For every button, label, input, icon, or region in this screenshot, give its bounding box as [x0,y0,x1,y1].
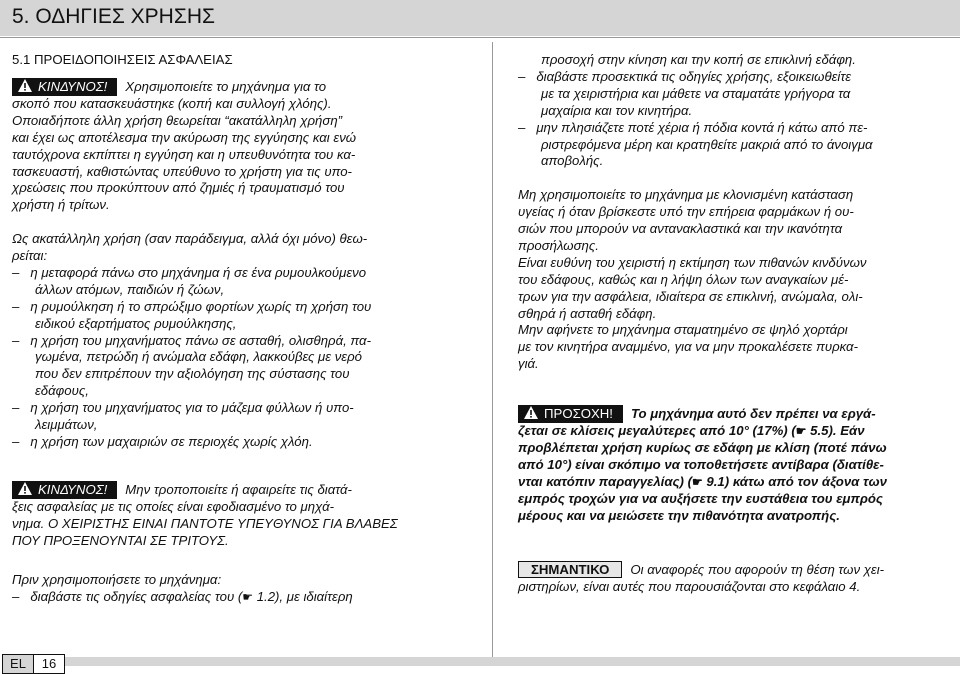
warning-badge [518,405,623,423]
text-line: αποβολής. [541,153,604,169]
text-line: ταυτόχρονα εκπίπτει η εγγύηση και η υπευθυνότητα του κα- [12,146,356,162]
text-line: ριστρεφόμενα μέρη και κρατηθείτε μακριά από το άνοιγμα [541,136,873,152]
page-number: 16 [34,655,64,673]
warning-triangle-icon [18,79,32,92]
warning-block: ΠΡΟΣΟΧΗ! Το μηχάνημα αυτό δεν πρέπει να εργά- ζεται σε κλίσεις μεγαλύτερες από 10° (17%) (☛ 5.5). Εάν προβλέπεται χρήση κυρίως σε εδάφη με κλίση (ποτέ πάνω από 10°) είναι σκόπιμο να τοποθετήσετε αντίβαρα (διατίθε- νται κατόπιν παραγγελίας) (☛ 9.1) κάτω από τον άξονα των εμπρός τροχών για να αυξήσετε την ευστάθεια του εμπρός μέρους και να μειώσετε την πιθανότητα ανατροπής. [518,406,887,523]
list-item: – η χρήση των μαχαιριών σε περιοχές χωρίς χλόη. [12,434,313,450]
text-line: Ως ακατάλληλη χρήση (σαν παράδειγμα, αλλά όχι μόνο) θεω- [12,231,368,247]
text-line: προσοχή στην κίνηση και την κοπή σε επικλινή εδάφη. [541,52,856,67]
text-line: ξεις ασφαλείας με τις οποίες είναι εφοδιασμένο το μηχά- [12,498,334,514]
text-line: εδάφους, [35,383,89,399]
text-line: λειμμάτων, [35,417,98,433]
important-block: ΣΗΜΑΝΤΙΚΟ Οι αναφορές που αφορούν τη θέση των χει- ριστηρίων, είναι αυτές που παρουσιάζονται στο κεφάλαιο 4. [518,561,885,594]
left-column [12,52,482,605]
misuse-list [12,231,482,451]
text-line: ρείται: [12,248,48,264]
list-item: – η χρήση του μηχανήματος πάνω σε ασταθή, ολισθηρά, πα- [12,332,371,348]
list-item: – η μεταφορά πάνω στο μηχάνημα ή σε ένα ρυμουλκούμενο [12,264,367,280]
important-badge: ΣΗΜΑΝΤΙΚΟ [518,561,622,578]
before-use [12,572,482,606]
pointing-hand-icon: ☛ [242,589,254,604]
text-line: Χρησιμοποιείτε το μηχάνημα για το [125,78,327,94]
text-line: με τα χειριστήρια και μάθετε να σταματάτε γρήγορα τα [541,85,851,101]
list-item: – η ρυμούλκηση ή το σπρώξιμο φορτίων χωρίς τη χρήση του [12,298,372,314]
list-item: – μην πλησιάζετε ποτέ χέρια ή πόδια κοντά ή κάτω από πε- [518,119,868,135]
safety-paragraph: Μη χρησιμοποιείτε το μηχάνημα με κλονισμένη κατάσταση υγείας ή όταν βρίσκεστε υπό την επήρεια φαρμάκων ή ου- σιών που μπορούν να αντανακλαστικά και την ικανότητα προσήλωσης. Είναι ευθύνη του χειριστή η εκτίμηση των πιθανών κινδύνων του εδάφους, καθώς και η λήψη όλων των αναγκαίων μέ- τρων για την ασφάλεια, ιδιαίτερα σε επικλινή, ανώμαλα, ολι- σθηρά ή ασταθή εδάφη. Μην αφήνετε το μηχάνημα σταματημένο σε ψηλό χορτάρι με τον κινητήρα αναμμένο, για να μην προκαλέσετε πυρκα- γιά. [518,187,867,372]
text-line: σκοπό που κατασκευάστηκε (κοπή και συλλογή χλόης). [12,95,332,111]
danger-label-2: ΚΙΝΔΥΝΟΣ! [38,481,108,497]
language-code: EL [3,655,34,673]
right-column [518,52,954,595]
warning-triangle-icon [18,482,32,495]
danger-block-1 [12,78,482,214]
danger-block-2 [12,481,482,550]
text-line: άλλων ατόμων, παιδιών ή ζώων, [35,281,225,297]
text-line: ειδικού εξαρτήματος ρυμούλκησης, [35,315,237,331]
warning-label: ΠΡΟΣΟΧΗ! [544,406,613,422]
list-item: – διαβάστε προσεκτικά τις οδηγίες χρήσης, εξοικειωθείτε [518,68,852,84]
footer-rule [64,657,960,666]
right-list [518,52,954,170]
chapter-header [0,0,960,36]
text-line: Πριν χρησιμοποιήσετε το μηχάνημα: [12,571,222,587]
page-footer [2,654,65,674]
text-line: ΠΟΥ ΠΡΟΞΕΝΟΥΝΤΑΙ ΣΕ ΤΡΙΤΟΥΣ. [12,532,229,548]
column-divider [492,42,493,662]
text-line: που δεν επιτρέπουν την αξιολόγηση της σύστασης του [35,366,350,382]
text-line: τασκευαστή, καθιστώντας υπεύθυνο το χρήστη για τις υπο- [12,163,352,179]
text-line: Οποιαδήποτε άλλη χρήση θεωρείται “ακατάλληλη χρήση” [12,112,343,128]
danger-badge-1 [12,78,117,96]
header-rule [0,37,960,38]
chapter-title: 5. ΟΔΗΓΙΕΣ ΧΡΗΣΗΣ [12,5,215,28]
text-line: και έχει ως αποτέλεσμα την ακύρωση της εγγύησης και ενώ [12,129,357,145]
pointing-hand-icon: ☛ [795,424,807,439]
text-line: Μην τροποποιείτε ή αφαιρείτε τις διατά- [125,481,352,497]
warning-triangle-icon [524,406,538,419]
text-line: χρήστη ή τρίτων. [12,197,110,213]
text-line: νημα. Ο ΧΕΙΡΙΣΤΗΣ ΕΙΝΑΙ ΠΑΝΤΟΤΕ ΥΠΕΥΘΥΝΟΣ ΓΙΑ ΒΛΑΒΕΣ [12,515,398,531]
danger-badge-2 [12,481,117,499]
text-line: χρεώσεις που προκύπτουν από ζημιές ή τραυματισμό του [12,180,345,196]
list-item: – διαβάστε τις οδηγίες ασφαλείας του (☛ 1.2), με ιδιαίτερη [12,588,353,604]
section-heading: 5.1 ΠΡΟΕΙΔΟΠΟΙΗΣΕΙΣ ΑΣΦΑΛΕΙΑΣ [12,52,233,67]
pointing-hand-icon: ☛ [692,474,703,489]
list-item: – η χρήση του μηχανήματος για το μάζεμα φύλλων ή υπο- [12,400,354,416]
danger-label-1: ΚΙΝΔΥΝΟΣ! [38,78,108,94]
text-line: μαχαίρια και τον κινητήρα. [541,102,693,118]
text-line: γωμένα, πετρώδη ή ανώμαλα εδάφη, λακκούβες με νερό [35,349,362,365]
